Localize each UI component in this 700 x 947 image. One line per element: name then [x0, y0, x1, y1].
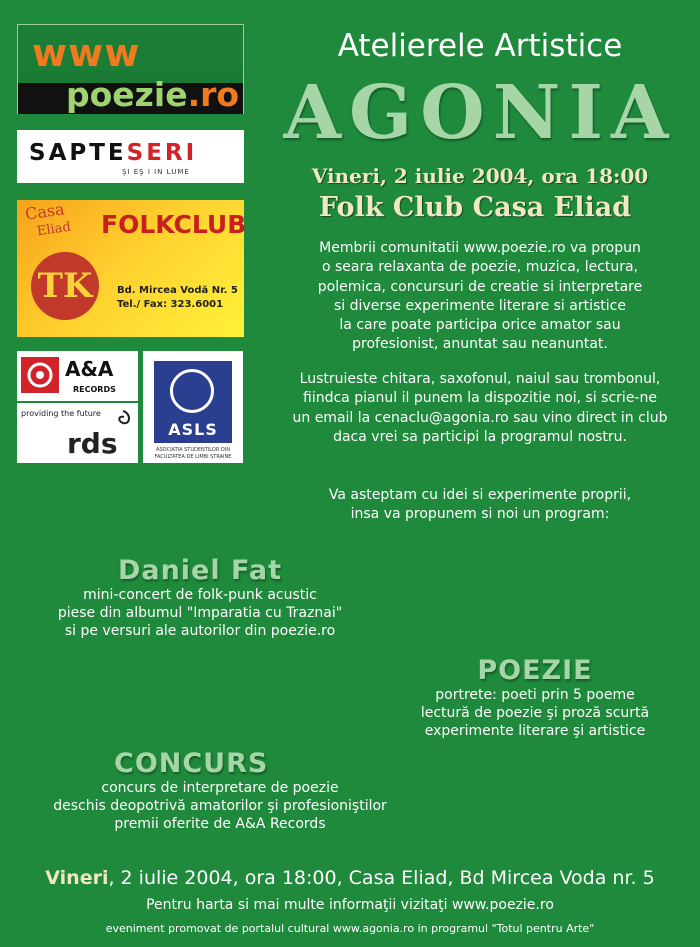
folkclub-address-line: Bd. Mircea Vodă Nr. 5 [117, 285, 238, 296]
logo-poezie-main: poezie [66, 75, 188, 114]
asls-emblem [154, 361, 232, 443]
invite-line: insa va propunem si noi un program: [350, 506, 610, 523]
eliad-text: Eliad [36, 219, 72, 240]
intro-line: profesionist, anuntat sau neanuntat. [352, 336, 608, 353]
intro-line: Membrii comunitatii www.poezie.ro va propun [319, 240, 641, 256]
program-poezie [380, 655, 690, 740]
daniel-fat-title: Daniel Fat [117, 555, 283, 586]
sapte-part: SAPTE [29, 140, 127, 166]
invite-line: Va asteptam cu idei si experimente proprii, [328, 487, 632, 503]
seri-part: SERI [126, 140, 198, 166]
poezie-title: POEZIE [477, 655, 593, 686]
folkclub-text: FOLKCLUB [101, 210, 247, 239]
tk-emblem-icon: TK [31, 252, 99, 320]
call-line: Lustruieste chitara, saxofonul, naiul sau trombonul, [299, 371, 661, 387]
program-concurs [40, 748, 400, 833]
daniel-fat-line: mini-concert de folk-punk acustic [83, 587, 317, 603]
asls-text: ASLS [168, 420, 218, 439]
folk-club-casa-eliad-logo[interactable] [17, 199, 247, 337]
daniel-fat-line: piese din albumul "Imparatia cu Traznai" [57, 605, 343, 621]
folkclub-phone-line: Tel./ Fax: 323.6001 [117, 299, 224, 310]
asls-logo[interactable] [143, 351, 243, 463]
footer-promo: eveniment promovat de portalul cultural www.agonia.ro in programul "Totul pentru Arte" [105, 922, 595, 935]
poezie-line: experimente literare şi artistice [424, 723, 646, 739]
concurs-line: deschis deopotrivă amatorilor şi profesioniştilor [53, 798, 387, 814]
invite-paragraph [262, 486, 698, 525]
rds-logo[interactable] [17, 403, 138, 463]
call-line: daca vrei sa participi la programul nostru. [333, 428, 627, 445]
aa-records-icon [21, 357, 59, 393]
event-venue: Folk Club Casa Eliad [318, 192, 632, 223]
concurs-line: concurs de interpretare de poezie [101, 780, 339, 796]
folkclub-address [117, 284, 238, 312]
sapte-seri-logo[interactable] [17, 130, 244, 183]
asls-ring-icon [170, 369, 214, 413]
aa-records-logo[interactable] [17, 351, 138, 401]
concurs-title: CONCURS [114, 748, 269, 779]
intro-line: la care poate participa orice amator sau [339, 317, 621, 334]
event-date: Vineri, 2 iulie 2004, ora 18:00 [311, 164, 649, 188]
poezie-ro-logo[interactable] [17, 24, 244, 114]
call-line: fiindca pianul il punem la dispozitie noi, si scrie-ne [303, 390, 657, 407]
asls-caption: ASOCIATIA STUDENTILOR DIN FACULTATEA DE LIMBI STRAINE [154, 447, 232, 460]
footer-details: , 2 iulie 2004, ora 18:00, Casa Eliad, Bd Mircea Voda nr. 5 [108, 867, 655, 889]
call-paragraph [262, 370, 698, 447]
sapte-seri-tagline: ŞI EŞ I IN LUME [122, 168, 190, 176]
footer-event-details [0, 867, 700, 889]
intro-line: si diverse experimente literare si artistice [334, 297, 626, 314]
concurs-line: premii oferite de A&A Records [114, 816, 326, 832]
event-title: AGONIA [283, 70, 677, 156]
logo-poezie-ext: .ro [187, 75, 240, 114]
program-daniel-fat [55, 555, 345, 640]
daniel-fat-line: si pe versuri ale autorilor din poezie.ro [64, 623, 336, 639]
intro-line: polemica, concursuri de creatie si interpretare [317, 278, 643, 295]
logo-www-text: www [32, 31, 141, 75]
sapte-seri-text [29, 140, 197, 166]
aa-text: A&A [65, 357, 114, 381]
rds-swirl-icon [113, 409, 133, 437]
call-line: un email la cenaclu@agonia.ro sau vino direct in club [292, 409, 668, 426]
records-text: RECORDS [73, 385, 116, 394]
intro-line: o seara relaxanta de poezie, muzica, lectura, [321, 259, 639, 276]
intro-paragraph [262, 239, 698, 355]
logo-poezie-text [66, 75, 239, 114]
casa-text: Casa [23, 199, 66, 224]
poezie-line: lectură de poezie şi proză scurtă [420, 705, 650, 721]
rds-tagline: providing the future [21, 409, 101, 418]
event-subtitle: Atelierele Artistice [337, 28, 623, 64]
rds-text: rds [67, 427, 118, 460]
footer-info-link[interactable]: Pentru harta si mai multe informaţii vizitaţi www.poezie.ro [146, 897, 554, 913]
footer-day: Vineri [45, 867, 109, 889]
poezie-line: portrete: poeti prin 5 poeme [435, 687, 635, 703]
